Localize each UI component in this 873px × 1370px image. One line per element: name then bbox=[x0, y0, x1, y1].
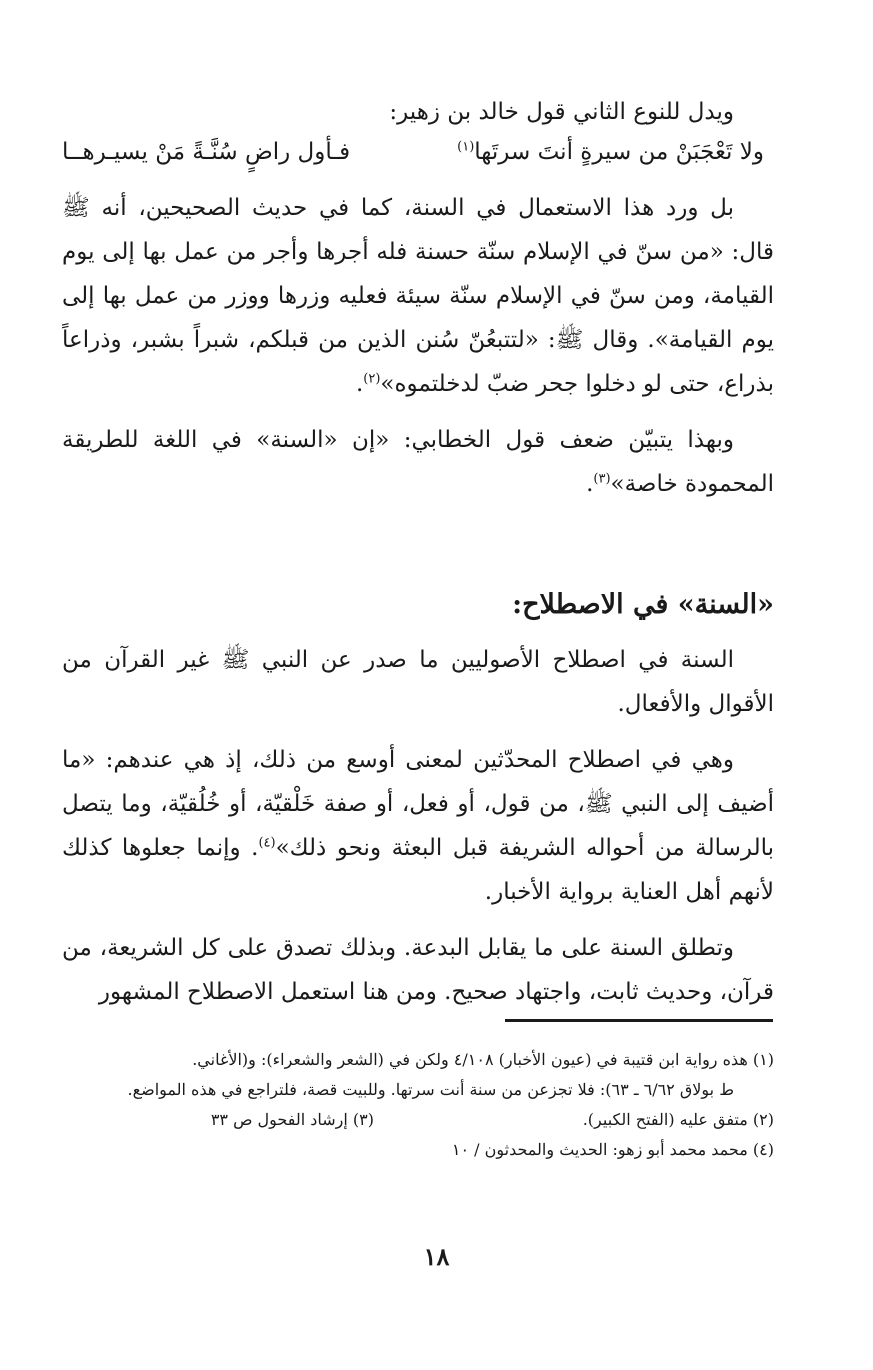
intro-line: ويدل للنوع الثاني قول خالد بن زهير: bbox=[389, 99, 734, 125]
paragraph-muhaddithin-end: . وإنما جعلوها كذلك لأنهم أهل العناية برواية الأخبار. bbox=[62, 835, 774, 905]
footnote-ref-2: (٢) bbox=[363, 371, 381, 387]
paragraph-bidaa: وتطلق السنة على ما يقابل البدعة. وبذلك تصدق على كل الشريعة، من قرآن، وحديث ثابت، واجتهاد صحيح. ومن هنا استعمل الاصطلاح المشهور bbox=[62, 935, 774, 1005]
page-body bbox=[62, 92, 774, 1026]
section-heading: «السنة» في الاصطلاح: bbox=[512, 589, 774, 620]
footnote-divider bbox=[505, 1019, 773, 1022]
verse-first-text: ولا تَعْجَبَنْ من سيرةٍ أنتَ سرتَها bbox=[474, 139, 764, 165]
footnote-4: (٤) محمد محمد أبو زهو: الحديث والمحدثون / ١٠ bbox=[451, 1140, 774, 1159]
paragraph-khattabi-end: . bbox=[586, 471, 594, 497]
poem-verse bbox=[62, 132, 774, 172]
footnote-ref-4: (٤) bbox=[258, 835, 276, 851]
footnote-1: (١) هذه رواية ابن قتيبة في (عيون الأخبار) ٤/١٠٨ ولكن في (الشعر والشعراء): و(الأغاني. bbox=[192, 1050, 774, 1069]
paragraph-khattabi-text: وبهذا يتبيّن ضعف قول الخطابي: «إن «السنة» في اللغة للطريقة المحمودة خاصة» bbox=[62, 427, 774, 497]
paragraph-hadith-end: . bbox=[355, 371, 364, 397]
footnote-ref-1: (١) bbox=[457, 139, 475, 155]
paragraph-hadith bbox=[62, 186, 774, 406]
footnotes bbox=[62, 1045, 774, 1165]
footnote-3: (٣) إرشاد الفحول ص ٣٣ bbox=[210, 1110, 374, 1129]
footnote-ref-3: (٣) bbox=[593, 471, 611, 487]
verse-second-half: فـأول راضٍ سُنَّـةً مَنْ يسيـرهــا bbox=[62, 139, 351, 165]
verse-first-half bbox=[457, 132, 764, 172]
footnote-1-continued: ط بولاق ٦/٦٢ ـ ٦٣): فلا تجزعن من سنة أنت سرتها. وللبيت قصة، فلتراجع في هذه المواضع. bbox=[127, 1080, 734, 1099]
paragraph-muhaddithin bbox=[62, 738, 774, 914]
paragraph-muhaddithin-text: وهي في اصطلاح المحدّثين لمعنى أوسع من ذلك، إذ هي عندهم: «ما أضيف إلى النبي ﷺ، من قول، أو فعل، أو صفة خَلْقيّة، أو خُلُقيّة، وما يتصل بالرسالة من أحواله الشريفة قبل البعثة ونحو ذلك» bbox=[62, 747, 774, 861]
page-number: ١٨ bbox=[423, 1242, 450, 1271]
footnote-row-2-3 bbox=[62, 1105, 774, 1135]
paragraph-khattabi bbox=[62, 418, 774, 506]
footnote-2: (٢) متفق عليه (الفتح الكبير). bbox=[582, 1110, 774, 1129]
paragraph-hadith-text: بل ورد هذا الاستعمال في السنة، كما في حديث الصحيحين، أنه ﷺ قال: «من سنّ في الإسلام سنّة حسنة فله أجرها وأجر من عمل بها إلى يوم القيامة، ومن سنّ في الإسلام سنّة سيئة فعليه وزرها ووزر من عمل بها إلى يوم القيامة». وقال ﷺ: «لتتبعُنّ سُنن الذين من قبلكم، شبراً بشبر، وذراعاً بذراع، حتى لو دخلوا جحر ضبّ لدخلتموه» bbox=[62, 195, 774, 397]
paragraph-usuli: السنة في اصطلاح الأصوليين ما صدر عن النبي ﷺ غير القرآن من الأقوال والأفعال. bbox=[62, 647, 774, 717]
